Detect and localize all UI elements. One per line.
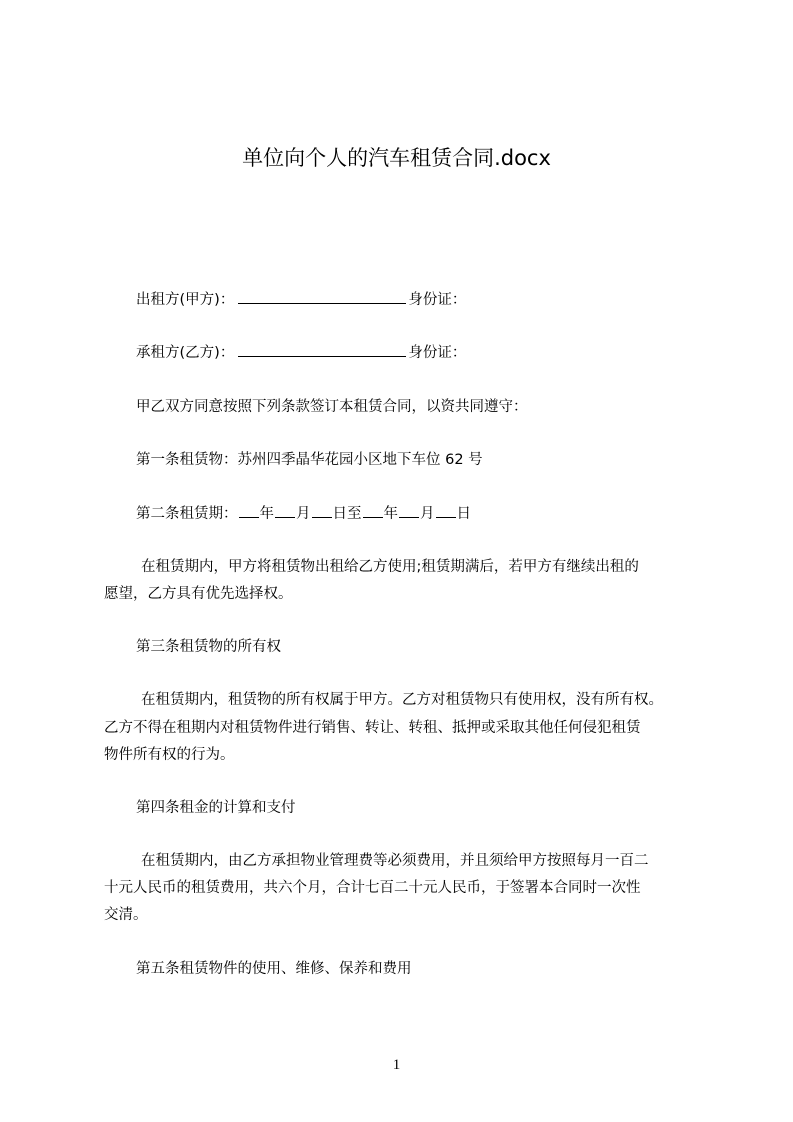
article2-month1: 月 — [296, 506, 311, 522]
article3-body-line2: 乙方不得在租期内对租赁物件进行销售、转让、转租、抵押或采取其他任何侵犯租赁 — [104, 720, 641, 736]
intro-paragraph: 甲乙双方同意按照下列条款签订本租赁合同，以资共同遵守： — [136, 399, 528, 415]
article4-heading: 第四条租金的计算和支付 — [136, 800, 296, 816]
article2-heading — [104, 500, 736, 528]
end-month-blank — [399, 503, 419, 518]
article2-day1: 日至 — [332, 506, 362, 522]
lessor-name-blank — [238, 289, 406, 304]
lessee-line — [104, 339, 736, 367]
end-year-blank — [363, 503, 383, 518]
article5-heading: 第五条租赁物件的使用、维修、保养和费用 — [136, 961, 412, 977]
lessor-line — [104, 286, 736, 314]
article2-body-line1: 在租赁期内，甲方将租赁物出租给乙方使用;租赁期满后，若甲方有继续出租的 — [141, 559, 639, 575]
lessee-label: 承租方(乙方)： — [136, 345, 235, 361]
lessee-id-label: 身份证： — [408, 345, 467, 361]
start-day-blank — [312, 503, 332, 518]
article4-body-line2: 十元人民币的租赁费用，共六个月，合计七百二十元人民币，于签署本合同时一次性 — [104, 880, 641, 896]
article2-year2: 年 — [383, 506, 398, 522]
article1-paragraph: 第一条租赁物：苏州四季晶华花园小区地下车位 62 号 — [136, 452, 483, 468]
start-month-blank — [275, 503, 295, 518]
start-year-blank — [239, 503, 259, 518]
article2-year1: 年 — [259, 506, 274, 522]
lessor-id-label: 身份证： — [408, 292, 467, 308]
article2-day2: 日 — [456, 506, 471, 522]
article4-body-line3: 交清。 — [104, 907, 148, 923]
article2-body-line2: 愿望，乙方具有优先选择权。 — [104, 586, 293, 602]
article3-body-line1: 在租赁期内，租赁物的所有权属于甲方。乙方对租赁物只有使用权，没有所有权。 — [141, 692, 663, 708]
article4-body-line1: 在租赁期内，由乙方承担物业管理费等必须费用，并且须给甲方按照每月一百二 — [141, 853, 649, 869]
article3-body-line3: 物件所有权的行为。 — [104, 747, 235, 763]
article2-month2: 月 — [420, 506, 435, 522]
end-day-blank — [436, 503, 456, 518]
lessor-label: 出租方(甲方)： — [136, 292, 235, 308]
document-title: 单位向个人的汽车租赁合同.docx — [242, 146, 551, 170]
article3-heading: 第三条租赁物的所有权 — [136, 639, 281, 655]
lessee-name-blank — [238, 342, 406, 357]
page-number: 1 — [392, 1057, 401, 1073]
article2-prefix: 第二条租赁期： — [136, 506, 238, 522]
